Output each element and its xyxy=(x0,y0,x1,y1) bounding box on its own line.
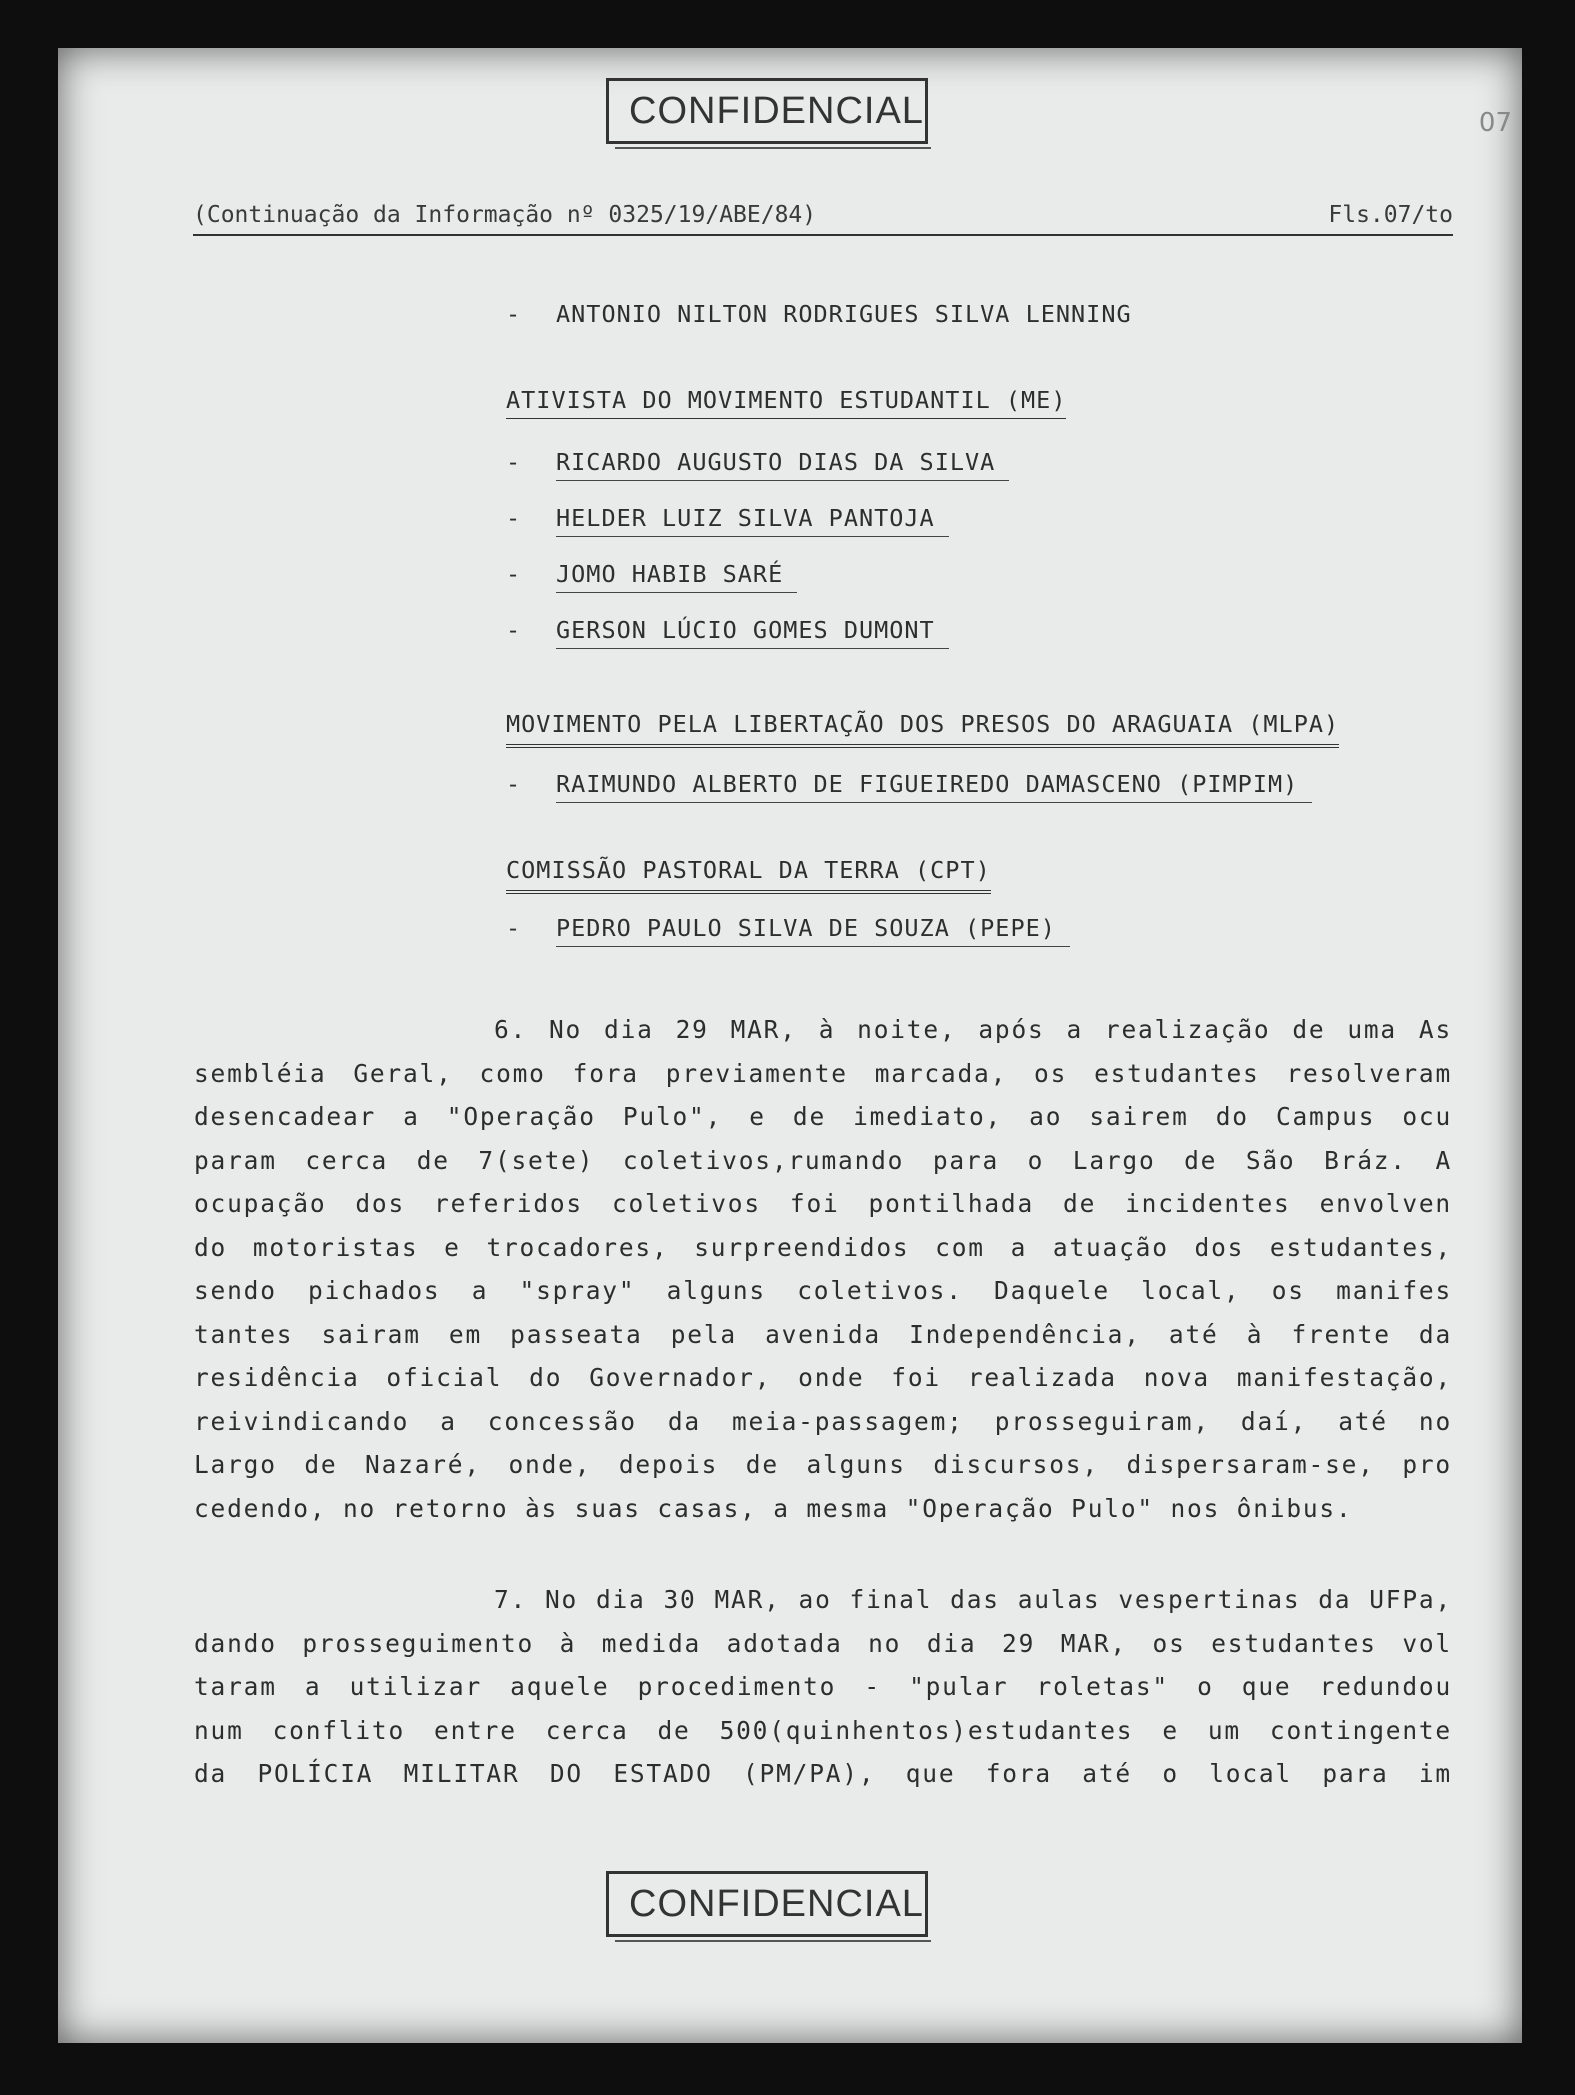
person-name: ANTONIO NILTON RODRIGUES SILVA LENNING xyxy=(556,300,1132,328)
paragraph-line: sendo pichados a "spray" alguns coletivos. Daquele local, os manifes xyxy=(194,1276,1452,1305)
paragraph-line: desencadear a "Operação Pulo", e de imediato, ao sairem do Campus ocu xyxy=(194,1102,1452,1131)
section-heading-me: ATIVISTA DO MOVIMENTO ESTUDANTIL (ME) xyxy=(506,386,1066,419)
list-item: - ANTONIO NILTON RODRIGUES SILVA LENNING xyxy=(506,300,1132,328)
person-name: PEDRO PAULO SILVA DE SOUZA (PEPE) xyxy=(556,914,1070,947)
paragraph-line: 7. No dia 30 MAR, ao final das aulas vespertinas da UFPa, xyxy=(494,1585,1452,1614)
paragraph-line: residência oficial do Governador, onde foi realizada nova manifestação, xyxy=(194,1363,1452,1392)
paragraph-6 xyxy=(194,1008,1452,1530)
paragraph-line: do motoristas e trocadores, surpreendidos com a atuação dos estudantes, xyxy=(194,1232,1452,1262)
paragraph-line: tantes sairam em passeata pela avenida Independência, até à frente da xyxy=(194,1319,1452,1349)
list-item: - JOMO HABIB SARÉ xyxy=(506,560,797,588)
person-name: JOMO HABIB SARÉ xyxy=(556,560,797,593)
list-item: - PEDRO PAULO SILVA DE SOUZA (PEPE) xyxy=(506,914,1070,942)
paragraph-line: reivindicando a concessão da meia-passagem; prosseguiram, daí, até no xyxy=(194,1406,1452,1436)
paragraph-line: 6. No dia 29 MAR, à noite, após a realização de uma As xyxy=(494,1015,1452,1044)
section-heading-cpt: COMISSÃO PASTORAL DA TERRA (CPT) xyxy=(506,856,991,894)
person-name: HELDER LUIZ SILVA PANTOJA xyxy=(556,504,949,537)
paragraph-line: num conflito entre cerca de 500(quinhentos)estudantes e um contingente xyxy=(194,1715,1452,1745)
list-item: - HELDER LUIZ SILVA PANTOJA xyxy=(506,504,949,532)
person-name: RAIMUNDO ALBERTO DE FIGUEIREDO DAMASCENO (PIMPIM) xyxy=(556,770,1312,803)
paragraph-line: ocupação dos referidos coletivos foi pontilhada de incidentes envolven xyxy=(194,1189,1452,1218)
paragraph-7 xyxy=(194,1578,1452,1796)
paragraph-line: param cerca de 7(sete) coletivos,rumando para o Largo de São Bráz. A xyxy=(194,1145,1452,1175)
header-folio: Fls.07/to xyxy=(1328,202,1453,228)
page-number-corner: 07 xyxy=(1478,108,1512,138)
person-name: RICARDO AUGUSTO DIAS DA SILVA xyxy=(556,448,1009,481)
paragraph-line: sembléia Geral, como fora previamente marcada, os estudantes resolveram xyxy=(194,1058,1452,1088)
list-item: - GERSON LÚCIO GOMES DUMONT xyxy=(506,616,949,644)
confidential-stamp-top: CONFIDENCIAL xyxy=(606,78,928,144)
person-name: GERSON LÚCIO GOMES DUMONT xyxy=(556,616,949,649)
section-heading-mlpa: MOVIMENTO PELA LIBERTAÇÃO DOS PRESOS DO ARAGUAIA (MLPA) xyxy=(506,710,1339,748)
paragraph-line: cedendo, no retorno às suas casas, a mesma "Operação Pulo" nos ônibus. xyxy=(194,1493,1353,1523)
paragraph-line: dando prosseguimento à medida adotada no dia 29 MAR, os estudantes vol xyxy=(194,1628,1452,1658)
continuation-header xyxy=(193,190,1453,236)
list-item: - RAIMUNDO ALBERTO DE FIGUEIREDO DAMASCENO (PIMPIM) xyxy=(506,770,1312,798)
paragraph-line: taram a utilizar aquele procedimento - "pular roletas" o que redundou xyxy=(194,1672,1452,1701)
header-reference: (Continuação da Informação nº 0325/19/ABE/84) xyxy=(193,202,817,228)
confidential-stamp-bottom: CONFIDENCIAL xyxy=(606,1871,928,1937)
document-page xyxy=(58,48,1522,2043)
paragraph-line: Largo de Nazaré, onde, depois de alguns discursos, dispersaram-se, pro xyxy=(194,1450,1452,1479)
paragraph-line: da POLÍCIA MILITAR DO ESTADO (PM/PA), que fora até o local para im xyxy=(194,1759,1452,1788)
list-item: - RICARDO AUGUSTO DIAS DA SILVA xyxy=(506,448,1009,476)
